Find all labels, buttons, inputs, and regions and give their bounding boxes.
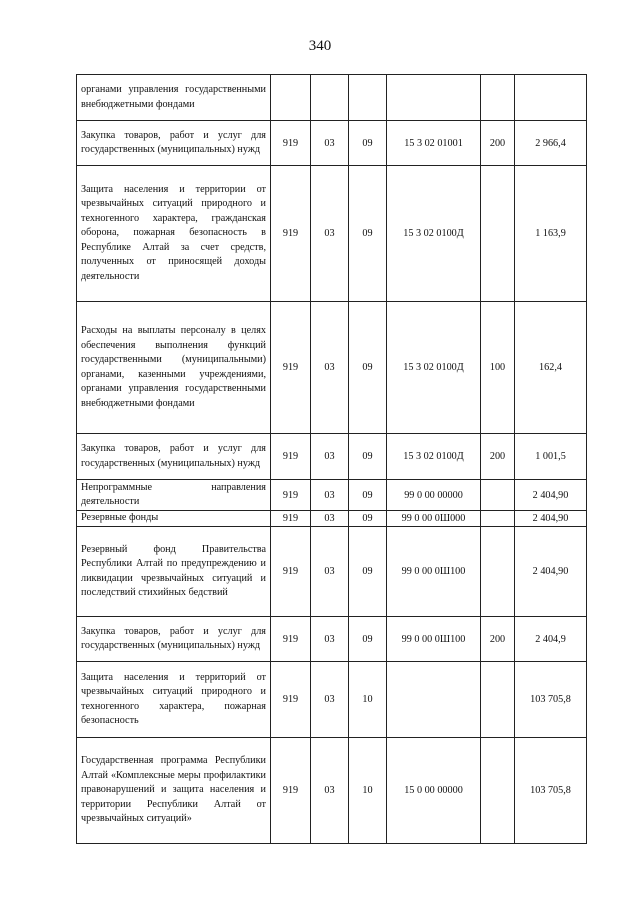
row-expense-type <box>481 166 515 302</box>
row-subsection: 10 <box>349 738 387 844</box>
table-row <box>77 738 587 844</box>
row-subsection: 09 <box>349 302 387 434</box>
row-grbs: 919 <box>271 662 311 738</box>
row-expense-type: 200 <box>481 434 515 480</box>
row-expense-type <box>481 738 515 844</box>
row-expense-type: 100 <box>481 302 515 434</box>
row-section: 03 <box>311 617 349 662</box>
row-amount: 2 404,90 <box>515 527 587 617</box>
row-section: 03 <box>311 302 349 434</box>
row-name: Защита населения и территории от чрезвычайных ситуаций природного и техногенного характера, гражданская оборона, пожарная безопасность в Республике Алтай за счет средств, полученных от приносящей доходы деятельности <box>77 166 271 302</box>
row-expense-type <box>481 662 515 738</box>
table-row <box>77 617 587 662</box>
row-subsection: 10 <box>349 662 387 738</box>
row-grbs: 919 <box>271 480 311 511</box>
row-name: Защита населения и территорий от чрезвычайных ситуаций природного и техногенного характера, пожарная безопасность <box>77 662 271 738</box>
table-row <box>77 662 587 738</box>
row-target-article: 15 3 02 0100Д <box>387 434 481 480</box>
row-amount: 162,4 <box>515 302 587 434</box>
row-section: 03 <box>311 662 349 738</box>
table-row <box>77 480 587 511</box>
row-grbs: 919 <box>271 166 311 302</box>
row-subsection: 09 <box>349 434 387 480</box>
row-target-article: 99 0 00 0Ш100 <box>387 617 481 662</box>
table-row <box>77 75 587 121</box>
row-grbs: 919 <box>271 738 311 844</box>
row-name: Закупка товаров, работ и услуг для государственных (муниципальных) нужд <box>77 617 271 662</box>
row-grbs: 919 <box>271 302 311 434</box>
table-row <box>77 302 587 434</box>
row-section: 03 <box>311 527 349 617</box>
row-grbs: 919 <box>271 617 311 662</box>
row-amount: 1 001,5 <box>515 434 587 480</box>
row-amount: 103 705,8 <box>515 662 587 738</box>
row-expense-type: 200 <box>481 121 515 166</box>
budget-table <box>76 74 587 844</box>
row-amount: 2 404,9 <box>515 617 587 662</box>
row-section: 03 <box>311 434 349 480</box>
row-expense-type <box>481 480 515 511</box>
row-expense-type <box>481 511 515 527</box>
row-grbs: 919 <box>271 511 311 527</box>
row-target-article: 99 0 00 00000 <box>387 480 481 511</box>
row-name: Государственная программа Республики Алтай «Комплексные меры профилактики правонарушений и защита населения и территории Республики Алтай от чрезвычайных ситуаций» <box>77 738 271 844</box>
row-amount <box>515 75 587 121</box>
row-name: Закупка товаров, работ и услуг для государственных (муниципальных) нужд <box>77 434 271 480</box>
row-amount: 2 404,90 <box>515 511 587 527</box>
row-amount: 2 966,4 <box>515 121 587 166</box>
row-section: 03 <box>311 738 349 844</box>
row-grbs <box>271 75 311 121</box>
row-subsection: 09 <box>349 121 387 166</box>
table-row <box>77 121 587 166</box>
row-target-article: 15 3 02 01001 <box>387 121 481 166</box>
row-target-article: 15 3 02 0100Д <box>387 302 481 434</box>
row-expense-type <box>481 527 515 617</box>
row-expense-type: 200 <box>481 617 515 662</box>
row-section: 03 <box>311 121 349 166</box>
table-row <box>77 434 587 480</box>
row-section: 03 <box>311 166 349 302</box>
row-subsection: 09 <box>349 527 387 617</box>
table-row <box>77 166 587 302</box>
row-amount: 2 404,90 <box>515 480 587 511</box>
row-target-article: 99 0 00 0Ш000 <box>387 511 481 527</box>
row-grbs: 919 <box>271 527 311 617</box>
page-number: 340 <box>308 38 332 54</box>
row-subsection: 09 <box>349 480 387 511</box>
row-subsection <box>349 75 387 121</box>
row-amount: 1 163,9 <box>515 166 587 302</box>
row-grbs: 919 <box>271 434 311 480</box>
row-name: Непрограммные направления деятельности <box>77 480 271 511</box>
row-target-article: 99 0 00 0Ш100 <box>387 527 481 617</box>
table-row <box>77 511 587 527</box>
row-subsection: 09 <box>349 617 387 662</box>
row-name: Резервные фонды <box>77 511 271 527</box>
row-name: Закупка товаров, работ и услуг для государственных (муниципальных) нужд <box>77 121 271 166</box>
row-name: органами управления государственными внебюджетными фондами <box>77 75 271 121</box>
row-section: 03 <box>311 511 349 527</box>
row-name: Резервный фонд Правительства Республики Алтай по предупреждению и ликвидации чрезвычайных ситуаций и последствий стихийных бедствий <box>77 527 271 617</box>
row-target-article: 15 3 02 0100Д <box>387 166 481 302</box>
row-name: Расходы на выплаты персоналу в целях обеспечения выполнения функций государственными (муниципальными) органами, казенными учреждениями, органами управления государственными внебюджетными фондами <box>77 302 271 434</box>
row-target-article <box>387 75 481 121</box>
row-subsection: 09 <box>349 511 387 527</box>
row-grbs: 919 <box>271 121 311 166</box>
row-target-article: 15 0 00 00000 <box>387 738 481 844</box>
row-section: 03 <box>311 480 349 511</box>
row-amount: 103 705,8 <box>515 738 587 844</box>
row-subsection: 09 <box>349 166 387 302</box>
row-expense-type <box>481 75 515 121</box>
table-row <box>77 527 587 617</box>
row-section <box>311 75 349 121</box>
row-target-article <box>387 662 481 738</box>
